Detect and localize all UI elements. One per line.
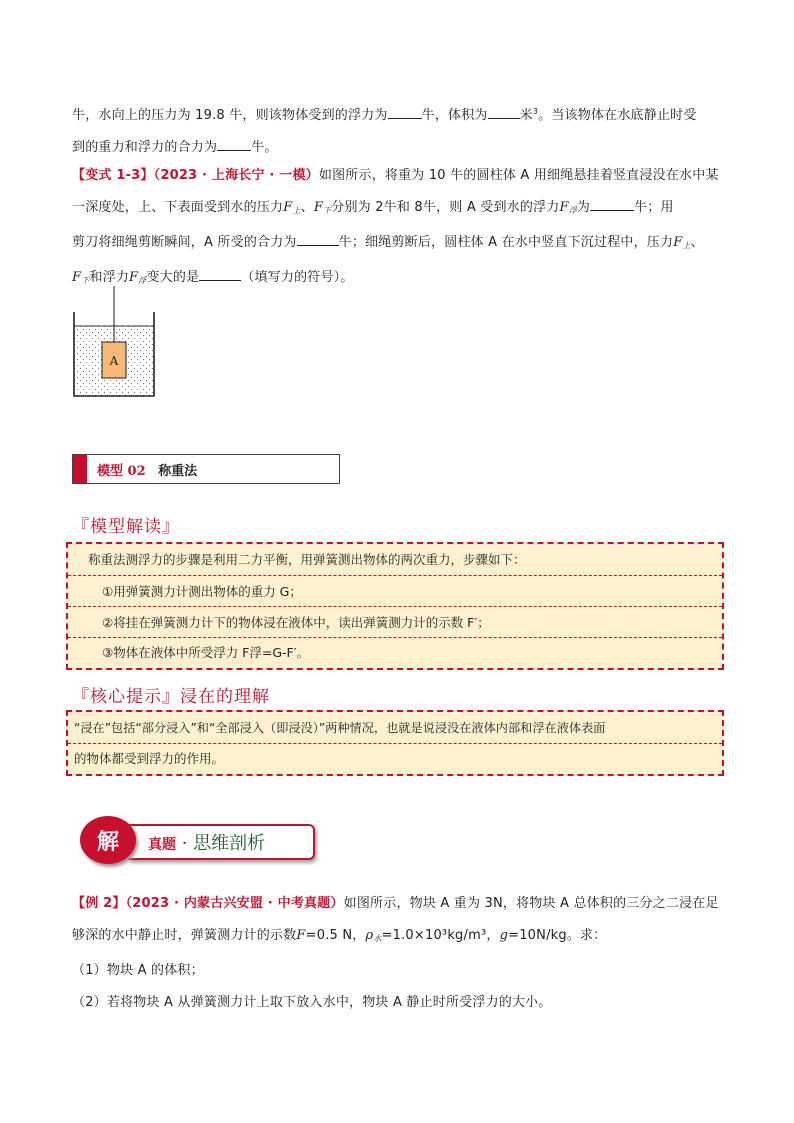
reading-row: ①用弹簧测力计测出物体的重力 G； [68, 576, 722, 607]
banner-pill: 真题 · 思维剖析 [128, 824, 315, 860]
section-title: 称重法 [158, 464, 198, 479]
cylinder-in-water-figure [70, 286, 160, 402]
cylinder-label: A [109, 354, 119, 368]
answer-blank[interactable] [297, 231, 339, 246]
example-label: 【例 2】 [72, 896, 126, 911]
variant-source: （2023 · 上海长宁 · 一模） [153, 168, 319, 183]
answer-blank[interactable] [217, 136, 251, 151]
reading-row: ③物体在液体中所受浮力 F浮=G-F′。 [102, 645, 310, 660]
example-source: （2023 · 内蒙古兴安盟 · 中考真题） [125, 896, 344, 911]
variant-label: 【变式 1-3】 [72, 168, 154, 183]
section-header [72, 454, 340, 484]
answer-blank[interactable] [590, 196, 634, 211]
core-tip-heading: 『核心提示』浸在的理解 [72, 687, 270, 707]
solution-banner [80, 816, 315, 866]
question-2: （2）若将物块 A 从弹簧测力计上取下放入水中，物块 A 静止时所受浮力的大小。 [72, 995, 552, 1010]
reading-row: ②将挂在弹簧测力计下的物体浸在液体中，读出弹簧测力计的示数 F′； [68, 607, 722, 638]
question-1: （1）物块 A 的体积； [72, 963, 204, 978]
model-reading-heading: 『模型解读』 [72, 517, 180, 537]
model-reading-box [66, 542, 724, 670]
answer-blank[interactable] [199, 266, 241, 281]
tip-row: “浸在”包括“部分浸入”和“全部浸入（即浸没）”两种情况，也就是说浸没在液体内部和浮在液体表面 [68, 712, 722, 744]
reading-row: 称重法测浮力的步骤是利用二力平衡，用弹簧测出物体的两次重力，步骤如下： [68, 544, 722, 576]
answer-blank[interactable] [388, 104, 422, 119]
example-question: 【例 2】（2023 · 内蒙古兴安盟 · 中考真题）如图所示，物块 A 重为 3N，将物块 A 总体积的三分之二浸在足 够深的水中静止时，弹簧测力计的示数F=0.5 N，$\rho_水=1.0\times 10^3kg/m^3$，g=10N/kg。求： （1）物块 A 的体积； （2）若将物块 A 从弹簧测力计上取下放入水中，物块 A 静止时所受浮力的大小。 [72, 896, 719, 1010]
section-marker [73, 455, 87, 483]
variant-question: 【变式 1-3】（2023 · 上海长宁 · 一模）如图所示，将重为 10 牛的圆柱体 A 用细绳悬挂着竖直浸没在水中某 一深度处，上、下表面受到水的压力$F_上$、$F_下$分别为 2牛和 8牛，则 A 受到水的浮力$F_浮$为 牛；用 剪刀将细绳剪断瞬间，A 所受的合力为 牛；细绳剪断后，圆柱体 A 在水中竖直下沉过程中，压力$F_上$、 $F_下$和浮力$F_浮$变大的是 （填写力的符号）。 [72, 168, 719, 285]
tip-row: 的物体都受到浮力的作用。 [74, 751, 225, 766]
core-tip-box [66, 710, 724, 776]
section-tag: 模型 02 [97, 464, 146, 479]
para-continuation: 牛，水向上的压力为 19.8 牛，则该物体受到的浮力为 牛，体积为 米$^3$。当该物体在水底静止时受 到的重力和浮力的合力为 牛。 [72, 96, 724, 164]
jie-badge: 解 [80, 816, 136, 864]
answer-blank[interactable] [488, 104, 520, 119]
